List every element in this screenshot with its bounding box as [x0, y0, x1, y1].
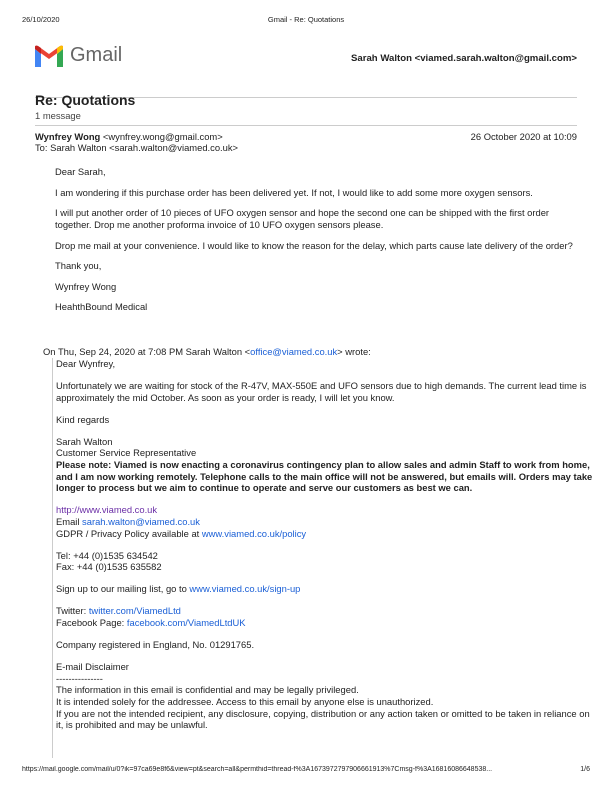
disclaimer-title: E-mail Disclaimer [56, 661, 129, 673]
disclaimer-line: The information in this email is confidential and may be legally privileged. [56, 684, 359, 696]
message-body [55, 166, 585, 322]
gmail-wordmark: Gmail [70, 44, 123, 66]
quote-email-link[interactable]: office@viamed.co.uk [250, 346, 338, 357]
message-date: 26 October 2020 at 10:09 [470, 131, 577, 142]
facebook-label: Facebook Page: [56, 617, 127, 628]
body-line: Wynfrey Wong [55, 280, 117, 292]
sender-email: <wynfrey.wong@gmail.com> [102, 131, 223, 142]
disclaimer-line: It is intended solely for the addressee. Access to this email by anyone else is unauthorized. [56, 695, 434, 707]
body-line: I am wondering if this purchase order has been delivered yet. If not, I would like to add some more oxygen sensors. [55, 186, 533, 198]
quote-header [43, 346, 371, 358]
print-url: https://mail.google.com/mail/u/0?ik=97ca69e8f6&view=pt&search=all&permthid=thread-f%3A1673972797906661913%7Cmsg-f%3A16816086648538... [22, 766, 493, 773]
divider [35, 125, 577, 126]
body-line: Dear Sarah, [55, 166, 106, 177]
print-title: Gmail - Re: Quotations [267, 15, 345, 24]
print-date: 26/10/2020 [22, 15, 60, 24]
contingency-notice: Please note: Viamed is now enacting a coronavirus contingency plan to allow sales and admin Staff to work from home, and I am now working remotely. Telephone calls to the main office will not be answered, but emails will. Orders may take longer to process but we aim to continue to operate and serve our customers as best we can. [56, 459, 593, 494]
gdpr-label: GDPR / Privacy Policy available at [56, 527, 202, 539]
email-link[interactable]: sarah.walton@viamed.co.uk [82, 515, 200, 527]
thread-subject: Re: Quotations [35, 92, 136, 108]
signature-role: Customer Service Representative [56, 447, 197, 459]
twitter-label: Twitter: [56, 605, 89, 617]
quote-header-text: On Thu, Sep 24, 2020 at 7:08 PM Sarah Walton < [43, 346, 251, 357]
disclaimer-line: If you are not the intended recipient, any disclosure, copying, distribution or any action taken or omitted to be taken in reliance on it, is prohibited and may be unlawful. [56, 707, 590, 731]
quote-paragraph: Unfortunately we are waiting for stock of the R-47V, MAX-550E and UFO sensors due to high demands. The current lead time is approximately the mid October. As soon as your order is ready, I will let you know. [56, 380, 587, 403]
signup-link[interactable]: www.viamed.co.uk/sign-up [189, 583, 301, 595]
gmail-logo [35, 44, 122, 67]
quoted-message [52, 358, 596, 758]
signup-label: Sign up to our mailing list, go to [56, 583, 190, 595]
telephone: Tel: +44 (0)1535 634542 [56, 549, 158, 561]
quote-closing: Kind regards [56, 413, 110, 425]
website-link[interactable]: http://www.viamed.co.uk [56, 504, 158, 516]
recipient: To: Sarah Walton <sarah.walton@viamed.co.uk> [35, 142, 239, 153]
body-line: Thank you, [55, 260, 102, 271]
policy-link[interactable]: www.viamed.co.uk/policy [201, 527, 307, 539]
message-count: 1 message [35, 110, 81, 121]
quote-greeting: Dear Wynfrey, [56, 358, 116, 369]
account-label: Sarah Walton <viamed.sarah.walton@gmail.com> [351, 53, 577, 64]
disclaimer-rule: --------------- [56, 672, 103, 684]
quote-header-text: > wrote: [337, 346, 371, 357]
body-line: Drop me mail at your convenience. I would like to know the reason for the delay, which parts cause late delivery of the order? [55, 239, 573, 251]
signature-name: Sarah Walton [56, 435, 113, 447]
fax: Fax: +44 (0)1535 635582 [56, 561, 162, 573]
sender-name: Wynfrey Wong [35, 131, 101, 142]
twitter-link[interactable]: twitter.com/ViamedLtd [88, 605, 181, 617]
email-label: Email [56, 515, 83, 527]
company-registration: Company registered in England, No. 01291765. [56, 639, 255, 651]
facebook-link[interactable]: facebook.com/ViamedLtdUK [126, 617, 246, 628]
body-line: I will put another order of 10 pieces of UFO oxygen sensor and hope the second one can be shipped with the first order together. Drop me another proforma invoice of 10 UFO oxygen sensors please. [55, 207, 550, 230]
page-number: 1/6 [580, 766, 590, 773]
sender [35, 131, 223, 142]
body-line: HeahthBound Medical [55, 301, 148, 312]
gmail-m-icon [35, 45, 63, 67]
